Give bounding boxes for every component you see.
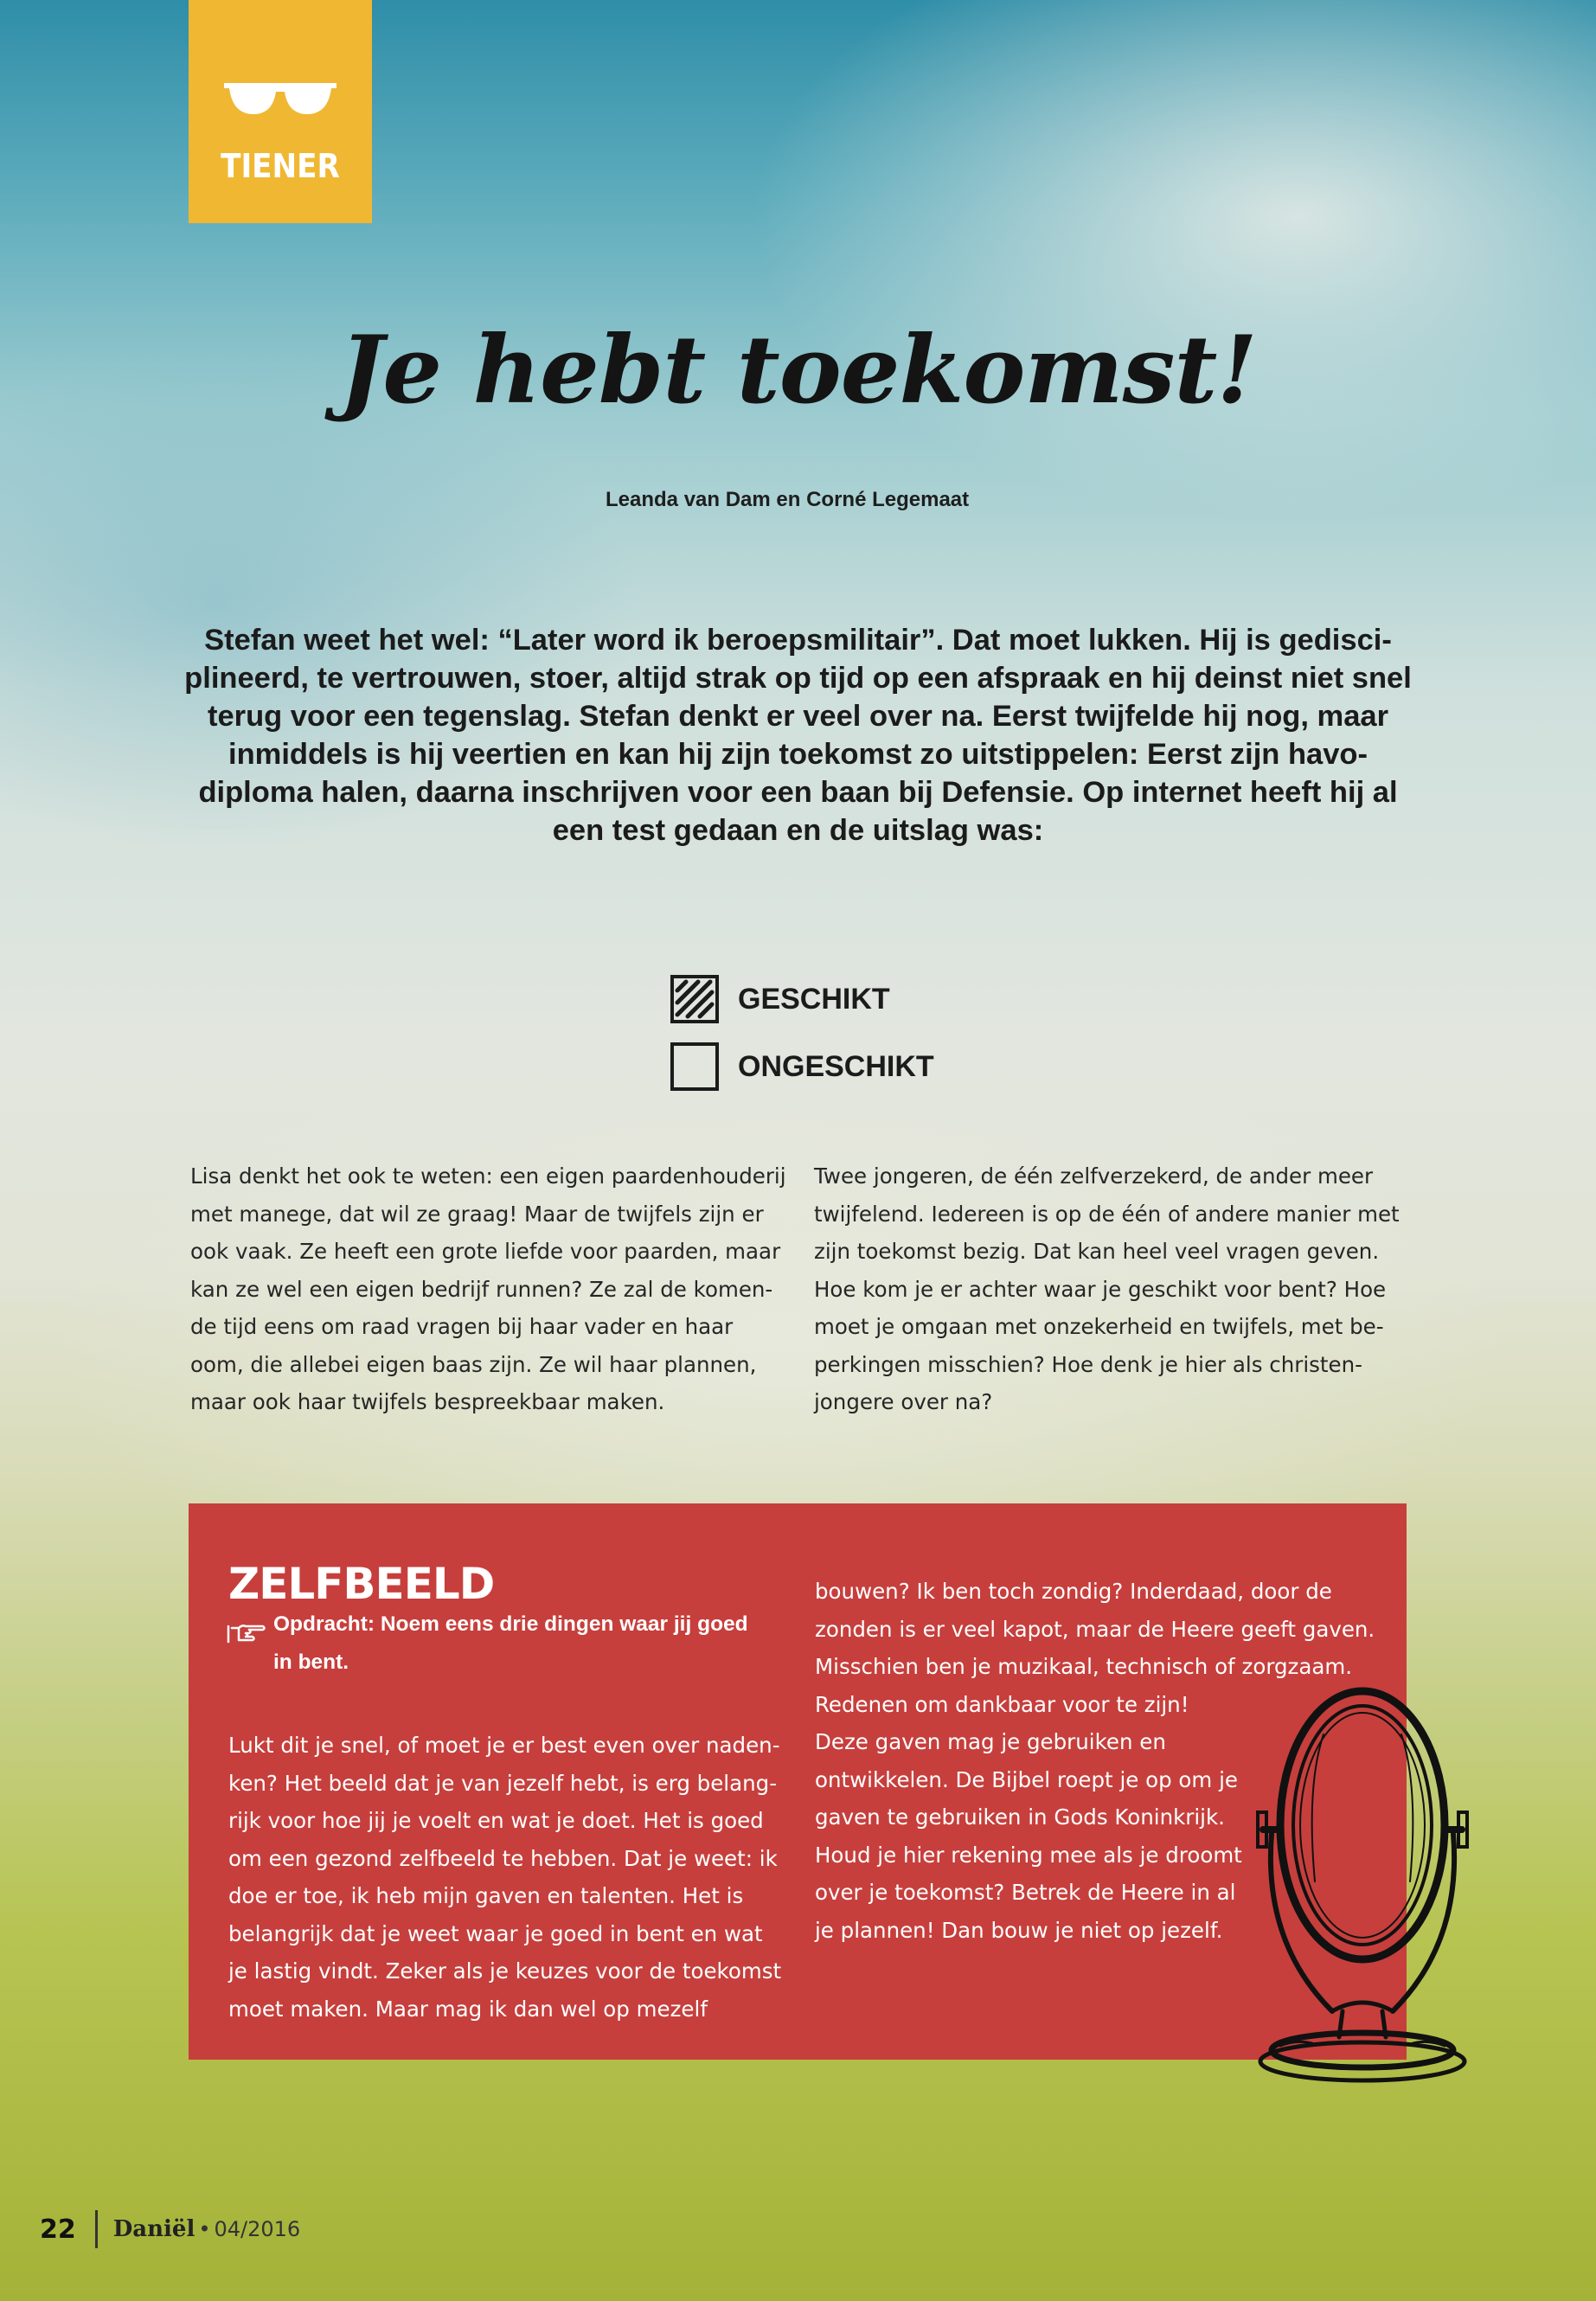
page-number: 22 (40, 2214, 76, 2245)
section-label: TIENER (221, 147, 340, 185)
result-checklist (670, 971, 934, 1106)
footer-divider (95, 2210, 98, 2248)
article-authors: Leanda van Dam en Corné Legemaat (606, 488, 970, 511)
box-text-right-1: bouwen? Ik ben toch zondig? Inderdaad, door de zonden is er veel kapot, maar de Heere geeft gaven. Misschien ben je muzikaal, technisch of zorgzaam. Redenen om dankbaar voor te zijn! (815, 1579, 1375, 1717)
box-task: Opdracht: Noem eens drie dingen waar jij goed in bent. (273, 1612, 748, 1674)
box-title: ZELFBEELD (228, 1559, 495, 1609)
column-right (814, 1157, 1411, 1421)
checked-box-icon (670, 975, 719, 1023)
footer-separator: • (198, 2217, 211, 2241)
paragraph: Lisa denkt het ook te weten: een eigen paardenhouderij met manege, dat wil ze graag! Maar de twijfels zijn er ook vaak. Ze heeft een grote liefde voor paarden, maar kan ze wel een eigen bedrijf runnen? Ze zal de komende tijd eens om raad vragen bij haar vader en haar oom, die allebei eigen baas zijn. Ze wil haar plannen, maar ook haar twijfels bespreekbaar maken. (190, 1163, 786, 1414)
check-label: GESCHIKT (738, 982, 890, 1016)
issue-number: 04/2016 (214, 2217, 301, 2241)
check-label: ONGESCHIKT (738, 1049, 934, 1083)
page-footer (40, 2210, 300, 2248)
zelfbeeld-box (189, 1503, 1407, 2060)
article-title: Je hebt toekomst! (339, 316, 1257, 425)
magazine-name: Daniël (112, 2216, 195, 2242)
article-intro: Stefan weet het wel: “Later word ik beroepsmilitair”. Dat moet lukken. Hij is gedisciplineerd, te vertrouwen, stoer, altijd strak op tijd op een afspraak en hij deinst niet snel terug voor een tegenslag. Stefan denkt er veel over na. Eerst twijfelde hij nog, maar inmiddels is hij veertien en kan hij zijn toekomst zo uitstippelen: Eerst zijn havodiploma halen, daarna inschrijven voor een baan bij Defensie. Op internet heeft hij al een test gedaan en de uitslag was: (184, 624, 1412, 847)
box-text-right-2: Deze gaven mag je gebruiken en ontwikkelen. De Bijbel roept je op om je gaven te gebruiken in Gods Koninkrijk. Houd je hier rekening mee als je droomt over je toekomst? Betrek de Heere in al je plannen! Dan bouw je niet op jezelf. (815, 1729, 1242, 1943)
sunglasses-icon (222, 80, 338, 119)
check-row-ongeschikt (670, 1038, 934, 1095)
box-text-left: Lukt dit je snel, of moet je er best even over nadenken? Het beeld dat je van jezelf hebt, is erg belangrijk voor hoe jij je voelt en wat je doet. Het is goed om een gezond zelfbeeld te hebben. Dat je weet: ik doe er toe, ik heb mijn gaven en talenten. Het is belangrijk dat je weet waar je goed in bent en wat je lastig vindt. Zeker als je keuzes voor de toekomst moet maken. Maar mag ik dan wel op mezelf (228, 1733, 782, 2022)
mirror-illustration-icon (1246, 1682, 1471, 2089)
empty-box-icon (670, 1042, 719, 1091)
paragraph: Twee jongeren, de één zelfverzekerd, de ander meer twijfelend. Iedereen is op de één of andere manier met zijn toekomst bezig. Dat kan heel veel vragen geven. Hoe kom je er achter waar je geschikt voor bent? Hoe moet je omgaan met onzekerheid en twijfels, met beperkingen misschien? Hoe denk je hier als christenjongere over na? (814, 1163, 1400, 1414)
column-left (190, 1157, 787, 1421)
hatch-mark-icon (674, 978, 715, 1020)
pointing-hand-icon (227, 1621, 266, 1644)
section-tab (189, 0, 372, 223)
check-row-geschikt (670, 971, 934, 1028)
